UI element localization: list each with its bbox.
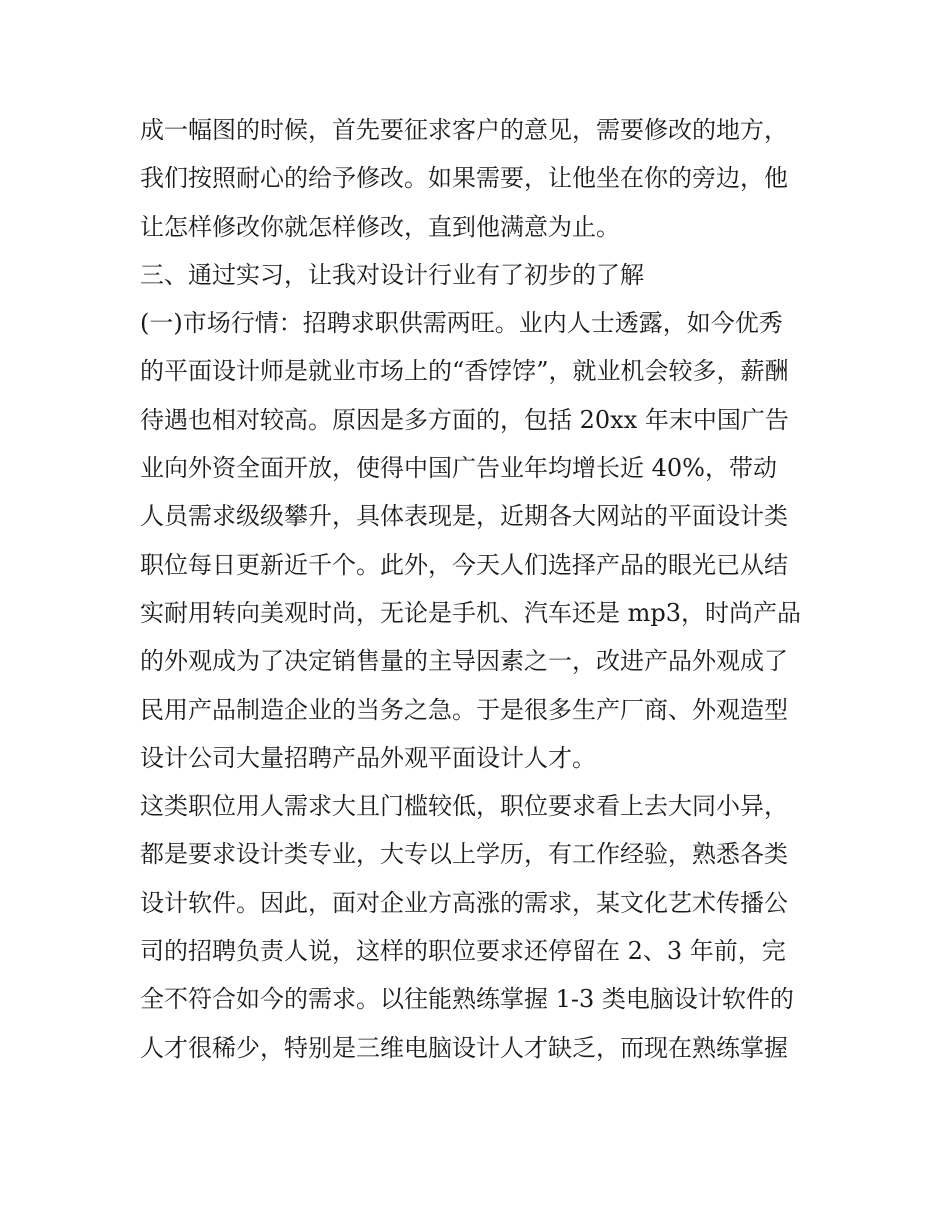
text-line: 成一幅图的时候，首先要征求客户的意见，需要修改的地方， xyxy=(140,116,788,144)
text-line: 全不符合如今的需求。以往能熟练掌握 1-3 类电脑设计软件的 xyxy=(140,985,794,1014)
text-line: 的外观成为了决定销售量的主导因素之一，改进产品外观成了 xyxy=(140,647,788,676)
text-line: 设计公司大量招聘产品外观平面设计人才。 xyxy=(140,743,596,772)
text-line: 职位每日更新近千个。此外，今天人们选择产品的眼光已从结 xyxy=(140,550,788,579)
text-line: (一)市场行情：招聘求职供需两旺。业内人士透露，如今优秀 xyxy=(140,309,783,338)
text-line: 的平面设计师是就业市场上的“香饽饽”，就业机会较多，薪酬 xyxy=(140,357,789,386)
text-line: 我们按照耐心的给予修改。如果需要，让他坐在你的旁边，他 xyxy=(140,164,788,193)
text-line: 人员需求级级攀升，具体表现是，近期各大网站的平面设计类 xyxy=(140,502,788,531)
text-line: 民用产品制造企业的当务之急。于是很多生产厂商、外观造型 xyxy=(140,695,788,724)
section-heading: 三、通过实习，让我对设计行业有了初步的了解 xyxy=(140,260,644,289)
text-line: 这类职位用人需求大且门槛较低，职位要求看上去大同小异， xyxy=(140,792,788,821)
text-line: 设计软件。因此，面对企业方高涨的需求，某文化艺术传播公 xyxy=(140,888,788,917)
text-line: 让怎样修改你就怎样修改，直到他满意为止。 xyxy=(140,212,620,241)
text-line: 业向外资全面开放，使得中国广告业年均增长近 40%，带动 xyxy=(140,454,777,483)
text-line: 待遇也相对较高。原因是多方面的，包括 20xx 年末中国广告 xyxy=(140,405,789,434)
text-line: 都是要求设计类专业，大专以上学历，有工作经验，熟悉各类 xyxy=(140,840,788,869)
text-line: 实耐用转向美观时尚，无论是手机、汽车还是 mp3，时尚产品 xyxy=(140,598,802,627)
body-text xyxy=(140,106,820,1072)
text-line: 司的招聘负责人说，这样的职位要求还停留在 2、3 年前，完 xyxy=(140,937,786,966)
text-line: 人才很稀少，特别是三维电脑设计人才缺乏，而现在熟练掌握 xyxy=(140,1033,788,1062)
